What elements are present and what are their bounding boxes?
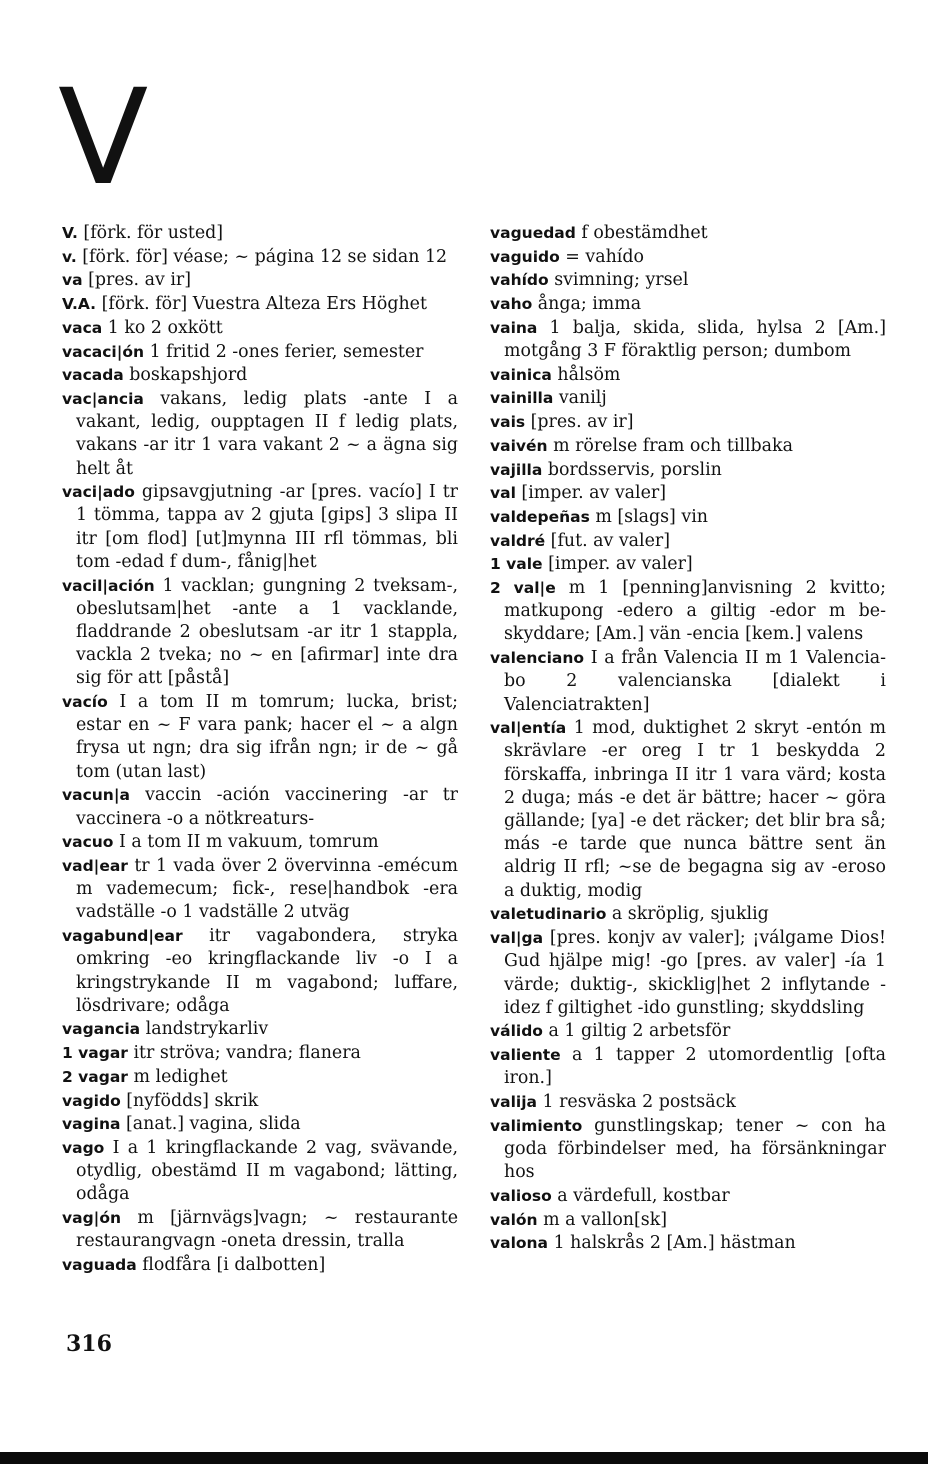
dictionary-entry: [490, 317, 886, 363]
entry-definition: I a från Valencia II m 1 Valencia-bo 2 valencianska [dialekt i Valenciatrakten]: [504, 648, 887, 715]
dictionary-entry: [490, 387, 886, 410]
entry-definition: I a 1 kringflackande 2 vag, svävande, otydlig, obestämd II m vagabond; lätting, odåga: [76, 1137, 458, 1205]
entry-definition: [pres. konjv av valer]; ¡válgame Dios! Gud hjälpe mig! -go [pres. av valer] -ía 1 värde; duktig-, skicklig|het 2 inflytande -idez f giltighet -ido gunstling; skyddsling: [504, 928, 886, 1018]
entry-definition: svimning; yrsel: [554, 270, 689, 291]
entry-definition: m a vallon[sk]: [543, 1209, 668, 1230]
entry-headword: V.: [62, 224, 78, 242]
entry-headword: vaguada: [62, 1255, 137, 1274]
entry-definition: 1 ko 2 oxkött: [107, 317, 223, 338]
entry-definition: m [järnvägs]vagn; ~ restaurante restaurangvagn -oneta dressin, tralla: [76, 1208, 459, 1252]
dictionary-entry: [62, 341, 458, 364]
entry-headword: valija: [490, 1093, 537, 1112]
dictionary-entry: [62, 1207, 458, 1253]
right-column: [490, 222, 886, 1256]
entry-headword: vaivén: [490, 436, 548, 455]
dictionary-entry: [490, 459, 886, 482]
dictionary-entry: [62, 481, 458, 574]
dictionary-entry: [490, 927, 886, 1020]
dictionary-entry: [490, 293, 886, 316]
entry-headword: vacun|a: [62, 786, 130, 805]
dictionary-entry: [490, 222, 886, 245]
entry-definition: 1 resväska 2 postsäck: [542, 1092, 736, 1113]
entry-headword: vac|ancia: [62, 389, 144, 408]
dictionary-entry: [62, 317, 458, 340]
entry-definition: m rörelse fram och tillbaka: [553, 435, 793, 456]
entry-definition: gipsavgjutning -ar [pres. vacío] I tr 1 tömma, tappa av 2 gjuta [gips] 3 slipa II itr [om flod] [ut]mynna III rfl tömmas, bli tom -edad f dum-, fånig|het: [76, 482, 458, 572]
entry-definition: a 1 giltig 2 arbetsför: [548, 1021, 731, 1042]
entry-definition: landstrykarliv: [145, 1019, 269, 1040]
entry-headword: 2 val|e: [490, 579, 556, 598]
dictionary-entry: [490, 482, 886, 505]
entry-headword: vad|ear: [62, 856, 128, 875]
entry-headword: vacaci|ón: [62, 342, 145, 361]
dictionary-entry: [490, 506, 886, 529]
entry-headword: vaguido: [490, 247, 560, 266]
dictionary-entry: [490, 364, 886, 387]
entry-headword: va: [62, 271, 83, 290]
dictionary-entry: [62, 293, 458, 316]
dictionary-entry: [62, 575, 458, 691]
entry-headword: val|ga: [490, 929, 544, 948]
dictionary-entry: [490, 435, 886, 458]
entry-headword: vaina: [490, 318, 538, 337]
dictionary-entry: [62, 1113, 458, 1136]
dictionary-entry: [490, 1115, 886, 1185]
entry-headword: valenciano: [490, 649, 585, 668]
entry-headword: vag|ón: [62, 1209, 122, 1228]
entry-headword: valona: [490, 1234, 549, 1253]
entry-definition: gunstlingskap; tener ~ con ha goda förbindelser med, ha försänkningar hos: [504, 1115, 886, 1183]
entry-definition: [förk. för] Vuestra Alteza Ers Höghet: [101, 294, 427, 315]
dictionary-entry: [62, 1254, 458, 1277]
dictionary-entry: [490, 1020, 886, 1043]
entry-definition: [fut. av valer]: [550, 530, 671, 551]
dictionary-entry: [62, 784, 458, 830]
entry-definition: vanilj: [558, 388, 607, 409]
entry-definition: a 1 tapper 2 utomordentlig [ofta iron.]: [504, 1045, 886, 1089]
entry-definition: m 1 [penning]anvisning 2 kvitto; matkupong -edero a giltig -edor m beskyddare; [Am.] vän -encia [kem.] valens: [504, 578, 886, 645]
dictionary-entry: [62, 1018, 458, 1041]
entry-headword: v.: [62, 247, 77, 266]
dictionary-entry: [490, 903, 886, 926]
dictionary-entry: [62, 1090, 458, 1113]
entry-definition: [pres. av ir]: [530, 412, 634, 433]
entry-headword: válido: [490, 1022, 543, 1041]
entry-definition: 1 fritid 2 -ones ferier, semester: [149, 341, 424, 362]
entry-definition: a värdefull, kostbar: [557, 1185, 730, 1206]
dictionary-entry: [490, 411, 886, 434]
section-letter: V: [58, 61, 149, 215]
entry-definition: f obestämdhet: [581, 223, 708, 243]
entry-definition: [nyfödds] skrik: [126, 1090, 259, 1111]
entry-definition: flodfåra [i dalbotten]: [142, 1254, 326, 1275]
entry-headword: vaho: [490, 295, 533, 314]
entry-definition: I a tom II m tomrum; lucka, brist; estar en ~ F vara pank; hacer el ~ a algn frysa ut ngn; dra sig ifrån ngn; ir de ~ gå tom (utan last): [76, 692, 458, 782]
entry-headword: vacuo: [62, 833, 114, 852]
entry-headword: vagina: [62, 1115, 121, 1134]
entry-headword: vainica: [490, 365, 552, 384]
dictionary-entry: [62, 1042, 458, 1065]
dictionary-entry: [490, 647, 886, 717]
entry-headword: vais: [490, 413, 526, 432]
dictionary-entry: [490, 530, 886, 553]
entry-headword: vaca: [62, 318, 103, 337]
entry-headword: vagabund|ear: [62, 927, 183, 946]
entry-definition: itr ströva; vandra; flanera: [133, 1043, 361, 1064]
entry-definition: 1 balja, skida, slida, hylsa 2 [Am.] motgång 3 F föraktlig person; dumbom: [504, 317, 886, 362]
dictionary-entry: [62, 269, 458, 292]
entry-definition: 1 vacklan; gungning 2 tveksam-, obeslutsam|het -ante a 1 vacklande, fladdrande 2 obeslutsam -ar itr 1 stappla, vackla 2 tveka; no ~ en [afirmar] inte dra sig för att [påstå]: [76, 575, 458, 689]
dictionary-entry: [490, 246, 886, 269]
entry-definition: a skröplig, sjuklig: [611, 904, 769, 925]
dictionary-entry: [62, 1137, 458, 1207]
entry-headword: valioso: [490, 1186, 552, 1205]
dictionary-entry: [62, 246, 458, 269]
entry-definition: ånga; imma: [537, 294, 642, 315]
entry-headword: valetudinario: [490, 905, 607, 924]
scan-edge-bar: [0, 1452, 928, 1464]
entry-headword: 1 vagar: [62, 1044, 128, 1063]
entry-headword: V.A.: [62, 295, 97, 314]
entry-definition: [förk. för usted]: [83, 223, 224, 243]
dictionary-entry: [490, 1232, 886, 1255]
entry-headword: vagancia: [62, 1020, 141, 1039]
entry-definition: I a tom II m vakuum, tomrum: [118, 832, 379, 853]
entry-definition: m ledighet: [133, 1066, 228, 1087]
entry-definition: bordsservis, porslin: [547, 459, 722, 480]
entry-headword: vago: [62, 1138, 105, 1157]
entry-headword: valdré: [490, 531, 546, 550]
entry-headword: 2 vagar: [62, 1067, 128, 1086]
entry-definition: [imper. av valer]: [548, 554, 693, 575]
entry-definition: [förk. för] véase; ~ página 12 se sidan 12: [82, 246, 448, 267]
entry-headword: vacío: [62, 693, 108, 712]
dictionary-entry: [490, 717, 886, 903]
left-column: [62, 222, 458, 1278]
entry-definition: 1 mod, duktighet 2 skryt -entón m skrävlare -er oreg I tr 1 beskydda 2 förskaffa, inbringa II itr 1 vara värd; kosta 2 duga; más -e det är bättre; hacer ~ göra gällande; [ya] -e det räcker; det blir bra så; más -e tarde que nunca bättre sent än aldrig II rfl; ~se de begagna sig av -eroso a duktig, modig: [504, 718, 886, 901]
entry-definition: 1 halskrås 2 [Am.] hästman: [553, 1233, 796, 1254]
dictionary-entry: [490, 1091, 886, 1114]
entry-headword: 1 vale: [490, 555, 543, 574]
dictionary-entry: [490, 553, 886, 576]
entry-definition: tr 1 vada över 2 övervinna -emécum m vademecum; fick-, rese|handbok -era vadställe -o 1 vadställe 2 utväg: [76, 855, 458, 923]
entry-definition: vaccin -ación vaccinering -ar tr vaccinera -o a nötkreaturs-: [76, 785, 458, 829]
entry-definition: boskapshjord: [129, 365, 248, 386]
entry-definition: [imper. av valer]: [521, 483, 667, 504]
entry-headword: valdepeñas: [490, 507, 590, 526]
entry-headword: val|entía: [490, 719, 567, 738]
entry-headword: valón: [490, 1210, 538, 1229]
entry-headword: valiente: [490, 1046, 561, 1065]
entry-definition: m [slags] vin: [595, 506, 708, 527]
entry-headword: vagido: [62, 1091, 121, 1110]
entry-definition: itr vagabondera, stryka omkring -eo kringflackande liv -o I a kringstrykande II m vagabond; luffare, lösdrivare; odåga: [76, 926, 458, 1016]
entry-definition: [pres. av ir]: [88, 270, 191, 291]
dictionary-entry: [62, 691, 458, 784]
dictionary-entry: [62, 1066, 458, 1089]
entry-headword: vaguedad: [490, 224, 576, 242]
entry-definition: vakans, ledig plats -ante I a vakant, ledig, oupptagen II f ledig plats, vakans -ar itr 1 vara vakant 2 ~ a ägna sig helt åt: [76, 388, 459, 479]
entry-definition: = vahído: [565, 246, 644, 267]
dictionary-entry: [490, 1044, 886, 1090]
entry-headword: vacada: [62, 366, 124, 385]
entry-definition: [anat.] vagina, slida: [126, 1114, 301, 1135]
dictionary-entry: [62, 925, 458, 1018]
dictionary-entry: [490, 1185, 886, 1208]
entry-definition: hålsöm: [557, 364, 621, 385]
dictionary-entry: [490, 1209, 886, 1232]
dictionary-entry: [490, 269, 886, 292]
entry-headword: vahído: [490, 271, 549, 290]
entry-headword: vacil|ación: [62, 576, 155, 595]
entry-headword: valimiento: [490, 1116, 583, 1135]
dictionary-entry: [62, 388, 458, 481]
entry-headword: vaci|ado: [62, 483, 135, 502]
page-number: 316: [66, 1331, 112, 1357]
entry-headword: vajilla: [490, 460, 543, 479]
dictionary-entry: [62, 855, 458, 925]
dictionary-entry: [62, 222, 458, 245]
dictionary-entry: [62, 364, 458, 387]
dictionary-entry: [62, 831, 458, 854]
entry-headword: vainilla: [490, 389, 554, 408]
dictionary-entry: [490, 577, 886, 647]
entry-headword: val: [490, 484, 516, 503]
